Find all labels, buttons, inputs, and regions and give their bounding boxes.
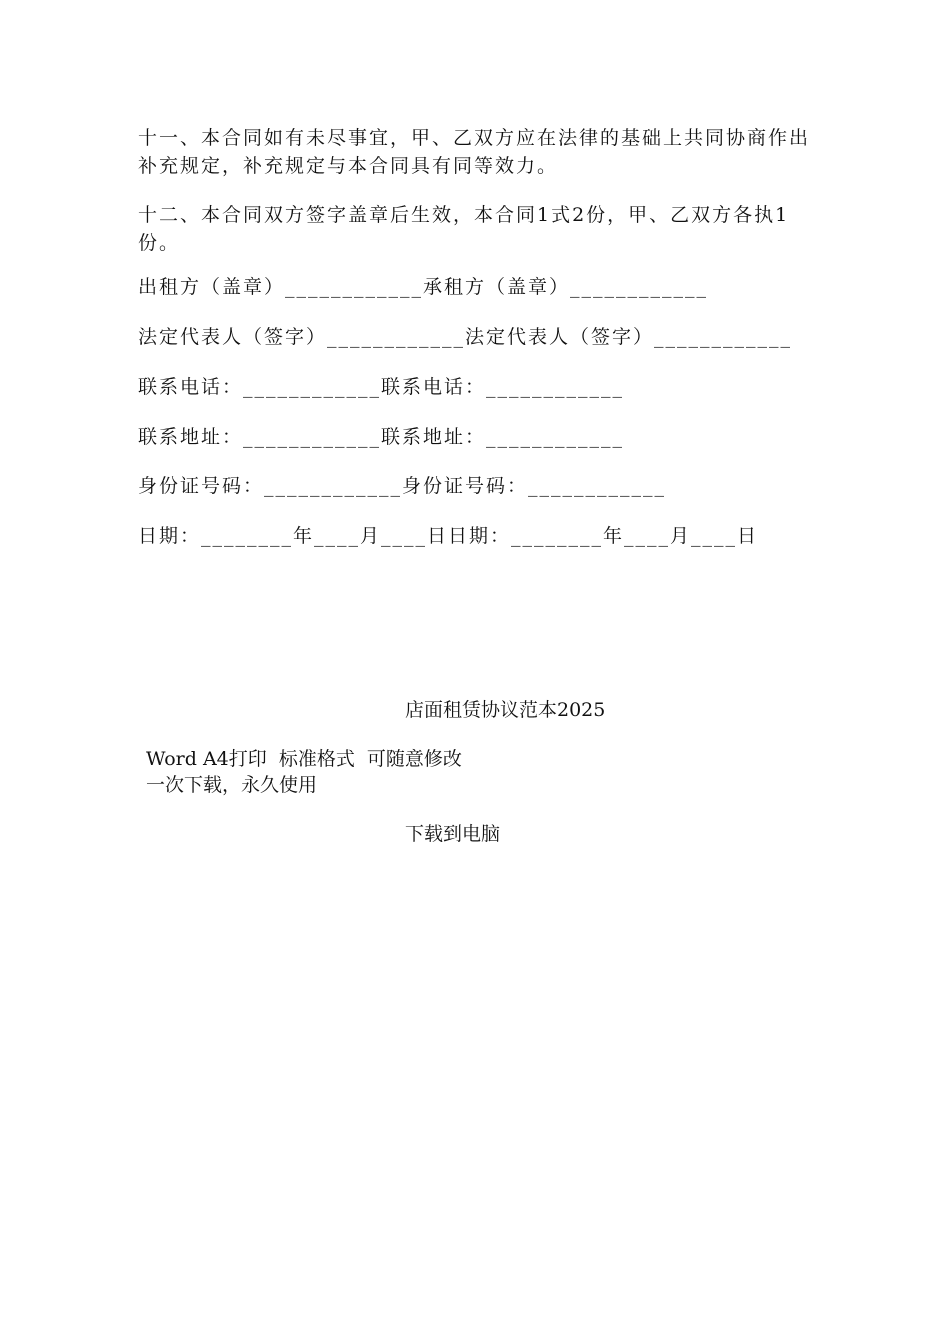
signature-seal-line: 出租方（盖章）____________承租方（盖章）____________	[138, 276, 709, 298]
footer-title: 店面租赁协议范本2025	[405, 699, 606, 721]
clause-12: 十二、本合同双方签字盖章后生效，本合同1式2份，甲、乙双方各执1份。	[138, 204, 790, 254]
signature-date-line: 日期：________年____月____日日期：________年____月____日	[138, 525, 759, 547]
signature-address-line: 联系地址：____________联系地址：____________	[138, 426, 625, 448]
footer-tags: Word A4打印 标准格式 可随意修改	[146, 748, 462, 770]
signature-phone-line: 联系电话：____________联系电话：____________	[138, 376, 625, 398]
clause-11: 十一、本合同如有未尽事宜，甲、乙双方应在法律的基础上共同协商作出补充规定，补充规定与本合同具有同等效力。	[138, 127, 811, 177]
download-link[interactable]: 下载到电脑	[405, 823, 501, 845]
signature-legal-rep-line: 法定代表人（签字）____________法定代表人（签字）____________	[138, 326, 793, 348]
footer-note: 一次下载，永久使用	[146, 774, 318, 796]
signature-id-line: 身份证号码：____________身份证号码：____________	[138, 475, 667, 497]
